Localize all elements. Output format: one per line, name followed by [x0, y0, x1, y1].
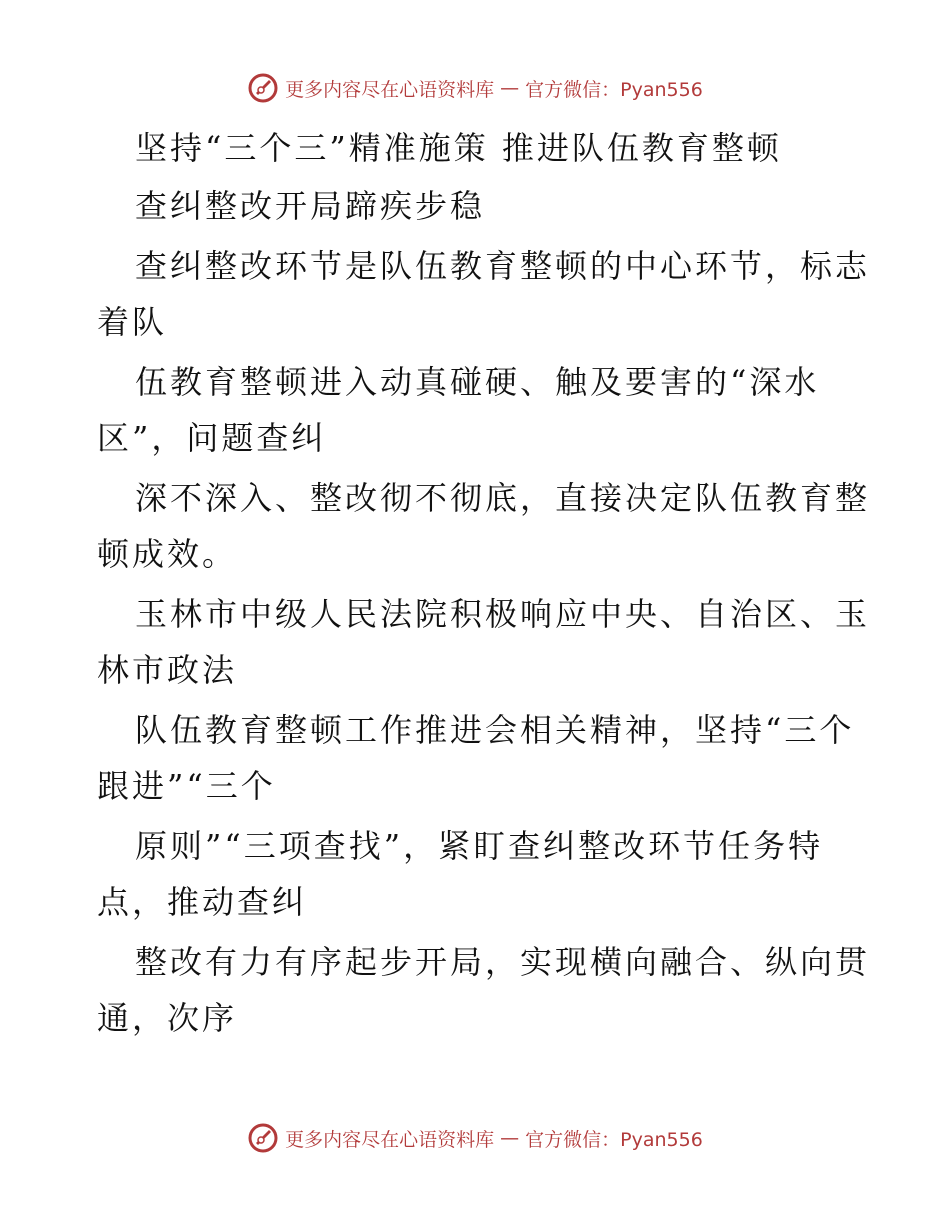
paragraph-line: 深不深入、整改彻不彻底，直接决定队伍教育整 [135, 479, 871, 517]
footer-wechat-text: 官方微信：Pyan556 [525, 1128, 703, 1151]
paragraph-line: 点，推动查纠 [97, 883, 308, 921]
paragraph-line: 查纠整改环节是队伍教育整顿的中心环节，标志 [135, 247, 871, 285]
footer-banner [0, 1122, 950, 1154]
document-title: 坚持“三个三”精准施策 推进队伍教育整顿 [135, 129, 782, 167]
paragraph-line: 队伍教育整顿工作推进会相关精神，坚持“三个 [135, 711, 855, 749]
document-subtitle: 查纠整改开局蹄疾步稳 [135, 187, 486, 225]
seal-logo-icon [247, 1122, 279, 1154]
header-separator: — [500, 77, 520, 99]
header-brand-text: 更多内容尽在心语资料库 [285, 78, 495, 101]
paragraph-line: 顿成效。 [97, 535, 238, 573]
paragraph-line: 整改有力有序起步开局，实现横向融合、纵向贯 [135, 943, 871, 981]
paragraph-line: 原则”“三项查找”，紧盯查纠整改环节任务特 [135, 827, 824, 865]
paragraph-line: 跟进”“三个 [97, 767, 276, 805]
paragraph-line: 区”，问题查纠 [97, 419, 327, 457]
footer-brand-text: 更多内容尽在心语资料库 [285, 1128, 495, 1151]
header-banner [0, 72, 950, 104]
seal-logo-icon [247, 72, 279, 104]
paragraph-line: 伍教育整顿进入动真碰硬、触及要害的“深水 [135, 363, 820, 401]
header-wechat-text: 官方微信：Pyan556 [525, 78, 703, 101]
paragraph-line: 玉林市中级人民法院积极响应中央、自治区、玉 [135, 595, 871, 633]
paragraph-line: 着队 [97, 303, 168, 341]
paragraph-line: 通，次序 [97, 999, 238, 1037]
footer-separator: — [500, 1127, 520, 1149]
paragraph-line: 林市政法 [97, 651, 238, 689]
